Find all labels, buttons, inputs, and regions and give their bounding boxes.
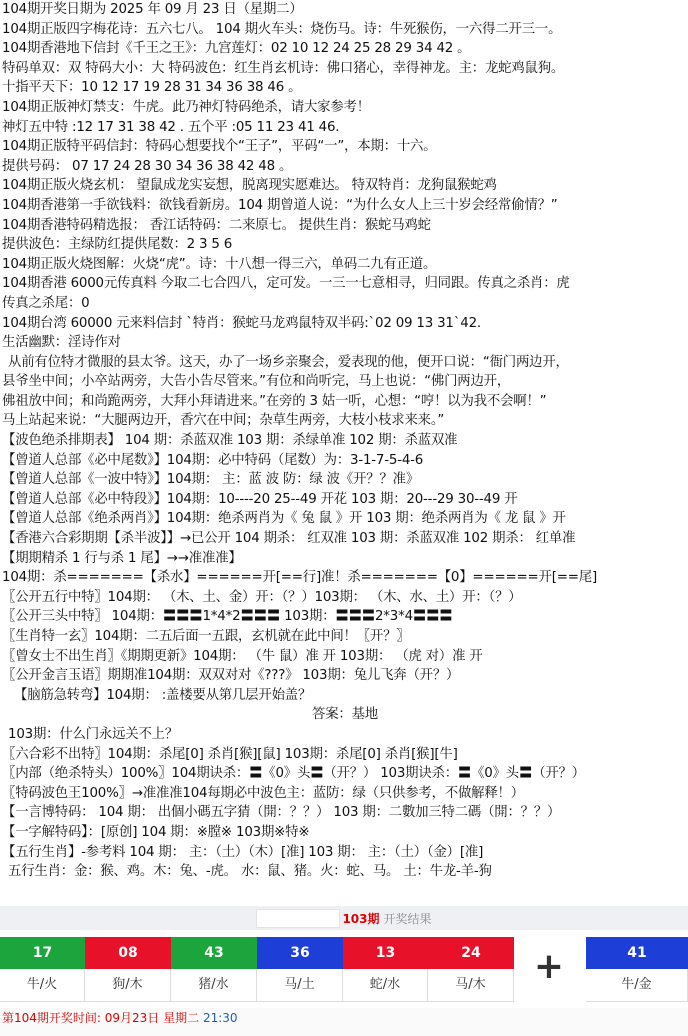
text-line: 〖公开五行中特〗104期： （木、土、金）开：（？）103期： （木、水、土）开：（？） [2, 589, 522, 605]
text-line: 〖公开三头中特〗 104期：〓〓〓1*4*2〓〓〓 103期：〓〓〓2*3*4〓〓〓 [2, 609, 453, 625]
ball-number: 43 [171, 937, 257, 969]
text-line: 神灯五中特 :12 17 31 38 42 . 五个平 :05 11 23 41 46. [2, 119, 340, 135]
text-line: 【曾道人总部《必中特段》】104期：10----20 25--49 开花 103 期：20---29 30--49 开 [2, 491, 518, 507]
text-line: 104期香港第一手欲钱料：欲钱看新房。104 期曾道人说：“为什么女人上三十岁会经常偷情？” [2, 197, 558, 213]
text-line: 提供波色：主绿防红提供尾数：2 3 5 6 [2, 237, 233, 253]
results-header-box [256, 909, 340, 928]
text-line: 104期开奖日期为 2025 年 09 月 23 日（星期二） [2, 2, 303, 17]
ball-zodiac: 蛇/水 [343, 969, 428, 1002]
text-line: 【曾道人总部《必中尾数》】104期：必中特码（尾数）为：3-1-7-5-4-6 [2, 452, 424, 468]
text-line: 〖公开金言玉语〗期期准104期：双双对对《???》 103期：兔儿飞奔（开？） [2, 668, 460, 684]
results-header [0, 906, 688, 930]
ball-number: 17 [0, 937, 85, 969]
humor-text: 从前有位特才微服的县太爷。这天，办了一场乡亲聚会，爱表现的他，便开口说：“衙门两边开， [8, 354, 569, 370]
text-line: 【香港六合彩期期【杀半波】】→已公开 104 期杀： 红双准 103 期：杀蓝双准 102 期杀： 红单准 [2, 531, 576, 547]
ball-zodiac: 猪/水 [171, 969, 257, 1002]
draw-results-panel [0, 906, 688, 1036]
text-line: 传真之杀尾：0 [2, 295, 90, 311]
text-line: 【曾道人总部《一波中特》】104期： 主：蓝 波 防：绿 波《开？？准》 [2, 472, 420, 488]
next-draw-date: 09月23日 星期二 [104, 1011, 200, 1025]
text-line: 提供号码： 07 17 24 28 30 34 36 38 42 48 。 [2, 158, 293, 174]
humor-title: 生活幽默：淫诗作对 [2, 335, 121, 351]
ball-number: 08 [85, 937, 171, 969]
riddle-question: 【脑筋急转弯】104期： :盖楼要从第几层开始盖？ [14, 687, 312, 703]
ball-cell [0, 937, 85, 1001]
text-line: 104期台湾 60000 元来料信封 `特肖：猴蛇马龙鸡鼠特双半码:`02 09 13 31`42. [2, 315, 481, 331]
results-label: 开奖结果 [383, 911, 432, 926]
text-line: 【波色绝杀排期表】 104 期：杀蓝双准 103 期：杀绿单准 102 期：杀蓝双准 [2, 433, 458, 449]
text-line: 五行生肖：金：猴、鸡。木：兔、-虎。 水：鼠、猪。火：蛇、马。 土：牛龙-羊-狗 [8, 864, 492, 880]
text-line: 104期正版神灯禁支：牛虎。此乃神灯特码绝杀，请大家参考！ [2, 99, 370, 115]
text-line: 特码单双：双 特码大小：大 特码波色：红生肖玄机诗：佛口猪心，幸得神龙。主：龙蛇鸡鼠狗。 [2, 60, 565, 76]
humor-text: 佛祖放中间；和尚跪两旁，大拜小拜请进来。”在旁的 3 姑一听，心想：“哼！以为我不会啊！” [2, 393, 547, 409]
ball-number: 24 [428, 937, 514, 969]
text-line: 104期正版四字梅花诗：五六七八。 104 期火车头：烧伤马。诗：牛死猴伤，一六得二开三一。 [2, 21, 562, 37]
special-ball-cell [586, 937, 688, 1001]
next-draw-time: 21:30 [202, 1011, 238, 1025]
special-ball-number: 41 [586, 937, 688, 969]
ball-zodiac: 马/土 [257, 969, 343, 1002]
next-draw-label: 第104期开奖时间: [2, 1011, 101, 1025]
results-issue: 103期 [342, 911, 380, 926]
ball-zodiac: 牛/火 [0, 969, 85, 1002]
plus-icon: + [533, 946, 565, 987]
ball-cell [171, 937, 257, 1001]
text-line: 104期正版特平码信封：特码心想要找个“王子”，平码“一”，本期：十六。 [2, 139, 437, 155]
text-line: 【一言博特码： 104 期： 出個小碼五字猜（開：？？） 103 期：二數加三特二碼（開：？？） [2, 805, 561, 821]
text-line: 104期正版火烧图解：火烧“虎”。诗：十八想一得三六，单码二九有正道。 [2, 256, 437, 272]
special-ball-zodiac: 牛/金 [586, 969, 688, 1002]
ball-cell [257, 937, 343, 1001]
humor-text: 县爷坐中间；小卒站两旁，大告小告尽管来。”有位和尚听完，马上也说：“佛门两边开， [2, 374, 511, 390]
text-line: 〖特码波色王100%〗→准准准104每期必中波色主：蓝防：绿（只供参考，不做解释！） [2, 785, 524, 801]
text-line: 十指平天下：10 12 17 19 28 31 34 36 38 46 。 [2, 80, 302, 96]
ball-zodiac: 马/木 [428, 969, 514, 1002]
riddle-answer: 答案：基地 [312, 707, 378, 723]
humor-text: 马上站起来说：“大腿两边开，香穴在中间；杂草生两旁，大枝小枝求来来。” [2, 413, 445, 429]
text-line: 104期：杀=======【杀水】======开[==行]准！杀=======【0】======开[==尾] [2, 570, 598, 586]
text-line: 〖曾女士不出生肖〗《期期更新》104期： （牛 鼠）准 开 103期： （虎 对）准 开 [2, 648, 483, 664]
text-line: 〖内部（绝杀特头）100%〗104期诀杀：〓《0》头〓（开？） 103期诀杀：〓《0》头〓（开？） [2, 766, 585, 782]
text-line: 104期香港 6000元传真料 今取二七合四八，定可发。一三一七意相寻，归同跟。传真之杀肖：虎 [2, 276, 570, 292]
text-line: 【期期精杀 1 行与杀 1 尾】→→准准准】 [2, 550, 242, 566]
ball-cell [428, 937, 514, 1001]
ball-row [0, 937, 688, 1001]
text-line: 【曾道人总部《绝杀两肖》】104期：绝杀两肖为《 兔 鼠 》开 103 期：绝杀两肖为《 龙 鼠 》开 [2, 511, 566, 527]
text-line: 【一字解特码】：[原创] 104 期：※膛※ 103期※特※ [2, 824, 310, 840]
text-line: 〖六合彩不出特〗104期：杀尾[0] 杀肖[猴][鼠] 103期：杀尾[0] 杀肖[猴][牛] [2, 746, 458, 762]
ball-cell [85, 937, 171, 1001]
text-line: 104期香港特码精选报： 香江话特码：二来原七。 提供生肖：猴蛇马鸡蛇 [2, 217, 431, 233]
text-line: 104期正版火烧玄机： 望鼠成龙实妄想，脱离现实愿难达。 特双特肖：龙狗鼠猴蛇鸡 [2, 178, 497, 194]
next-draw-footer [0, 1008, 688, 1036]
ball-number: 13 [343, 937, 428, 969]
text-line: 【五行生肖】-参考料 104 期： 主：（土）（木）[准] 103 期： 主：（土）（金）[准] [2, 844, 484, 860]
riddle-question: 103期：什么门永远关不上？ [8, 726, 179, 742]
ball-cell [343, 937, 428, 1001]
text-line: 〖生肖特一玄〗104期：二五后面一五跟，玄机就在此中间！〖开？〗 [2, 629, 410, 644]
ball-zodiac: 狗/木 [85, 969, 171, 1002]
ball-number: 36 [257, 937, 343, 969]
text-line: 104期香港地下信封《千王之王》：九宫莲灯：02 10 12 24 25 28 29 34 42 。 [2, 41, 471, 57]
